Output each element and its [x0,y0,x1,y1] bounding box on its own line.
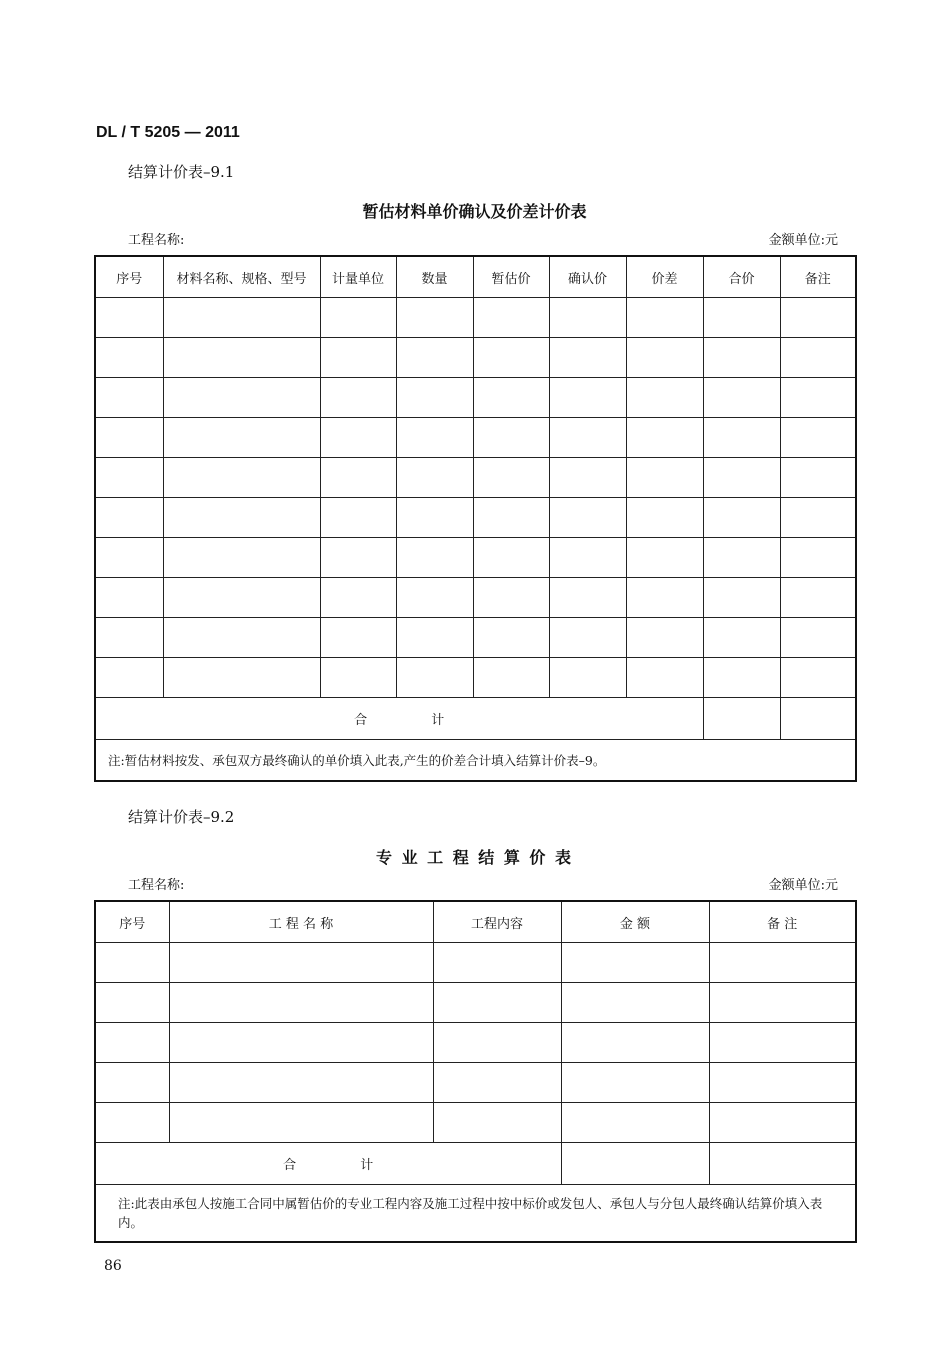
table1-row [95,298,856,338]
table1-cell[interactable] [163,618,320,658]
table2-header-cell: 序号 [95,901,169,943]
table2-total-amount[interactable] [561,1143,709,1185]
table1-cell[interactable] [626,418,703,458]
table2-note: 注:此表由承包人按施工合同中属暂估价的专业工程内容及施工过程中按中标价或发包人、承包人与分包人最终确认结算价填入表内。 [95,1185,856,1243]
table1-cell[interactable] [626,458,703,498]
table2-cell[interactable] [709,983,856,1023]
table1-cell[interactable] [396,618,473,658]
table1-cell[interactable] [95,618,163,658]
table1-cell[interactable] [95,338,163,378]
table1-cell[interactable] [95,298,163,338]
table1-cell[interactable] [703,458,780,498]
table2-cell[interactable] [561,1063,709,1103]
table1-cell[interactable] [780,298,856,338]
table1-cell[interactable] [703,338,780,378]
table1-cell[interactable] [473,458,549,498]
table2-number: 结算计价表–9.2 [128,808,235,826]
table1-cell[interactable] [473,618,549,658]
table2-total-label: 合 计 [283,1158,404,1173]
table1-cell[interactable] [626,298,703,338]
table2-total-remark[interactable] [709,1143,856,1185]
table1-row [95,458,856,498]
table2-header-cell: 工 程 名 称 [169,901,433,943]
table2-cell[interactable] [561,1023,709,1063]
table1-cell[interactable] [703,618,780,658]
table2-cell[interactable] [433,1023,561,1063]
table1-cell[interactable] [320,498,396,538]
table1-row [95,578,856,618]
table1-cell[interactable] [473,298,549,338]
table1-cell[interactable] [320,458,396,498]
table1-header-cell: 备注 [780,256,856,298]
table1-cell[interactable] [703,658,780,698]
table2-cell[interactable] [433,1063,561,1103]
table1-cell[interactable] [163,338,320,378]
table2-cell[interactable] [709,943,856,983]
table1-cell[interactable] [163,378,320,418]
table2-cell[interactable] [95,1063,169,1103]
table1-cell[interactable] [473,338,549,378]
table2-cell[interactable] [95,983,169,1023]
table1-cell[interactable] [95,418,163,458]
table1-cell[interactable] [320,618,396,658]
table2-cell[interactable] [95,943,169,983]
table1-cell[interactable] [396,418,473,458]
table1-total-label: 合 计 [354,713,475,728]
table1-cell[interactable] [780,418,856,458]
table1-cell[interactable] [163,418,320,458]
table1-cell[interactable] [626,338,703,378]
table1-cell[interactable] [396,298,473,338]
table1-cell[interactable] [549,338,626,378]
table1-cell[interactable] [703,578,780,618]
table2-cell[interactable] [561,1103,709,1143]
table1-cell[interactable] [703,378,780,418]
table1-row [95,538,856,578]
table1-cell[interactable] [549,618,626,658]
table2-cell[interactable] [169,983,433,1023]
table1-cell[interactable] [780,498,856,538]
table1-row [95,378,856,418]
table1-number: 结算计价表–9.1 [128,163,235,181]
table1-cell[interactable] [549,378,626,418]
table1-cell[interactable] [320,378,396,418]
table1 [94,255,857,782]
table2-cell[interactable] [561,943,709,983]
table2-cell[interactable] [433,983,561,1023]
table2-cell[interactable] [709,1103,856,1143]
table2 [94,900,857,1243]
table2-cell[interactable] [169,1063,433,1103]
table1-cell[interactable] [549,458,626,498]
table1-title: 暂估材料单价确认及价差计价表 [362,202,587,221]
table2-cell[interactable] [95,1023,169,1063]
table1-header-cell: 计量单位 [320,256,396,298]
table2-row [95,1103,856,1143]
table2-total-label-cell [95,1143,561,1185]
table1-total-remark[interactable] [780,698,856,740]
table1-cell[interactable] [473,658,549,698]
table1-cell[interactable] [549,578,626,618]
table1-cell[interactable] [396,498,473,538]
table2-cell[interactable] [709,1063,856,1103]
table2-cell[interactable] [561,983,709,1023]
table2-row [95,983,856,1023]
table2-cell[interactable] [433,1103,561,1143]
table1-cell[interactable] [320,418,396,458]
table1-cell[interactable] [703,538,780,578]
table2-row [95,943,856,983]
table1-header-cell: 数量 [396,256,473,298]
table1-cell[interactable] [396,658,473,698]
table1-row [95,498,856,538]
table2-project-label: 工程名称: [128,878,185,893]
table1-cell[interactable] [780,658,856,698]
table1-cell[interactable] [95,378,163,418]
table2-cell[interactable] [709,1023,856,1063]
table1-cell[interactable] [703,418,780,458]
table1-cell[interactable] [396,578,473,618]
table1-cell[interactable] [396,538,473,578]
table1-header-cell: 材料名称、规格、型号 [163,256,320,298]
table1-unit-label: 金额单位:元 [768,233,838,248]
table1-header-cell: 序号 [95,256,163,298]
table2-cell[interactable] [95,1103,169,1143]
table1-cell[interactable] [163,538,320,578]
table1-cell[interactable] [780,618,856,658]
table1-cell[interactable] [473,578,549,618]
table1-cell[interactable] [95,658,163,698]
table1-row [95,418,856,458]
table2-title: 专 业 工 程 结 算 价 表 [376,848,573,867]
table1-cell[interactable] [780,338,856,378]
table2-row [95,1023,856,1063]
table1-cell[interactable] [320,338,396,378]
table1-cell[interactable] [473,418,549,458]
table1-cell[interactable] [95,538,163,578]
table1-cell[interactable] [780,458,856,498]
table1-header-cell: 暂估价 [473,256,549,298]
table1-note: 注:暂估材料按发、承包双方最终确认的单价填入此表,产生的价差合计填入结算计价表–9。 [95,740,856,782]
table1-cell[interactable] [163,458,320,498]
table1-cell[interactable] [703,298,780,338]
table1-cell[interactable] [320,538,396,578]
table2-cell[interactable] [169,1103,433,1143]
table1-row [95,618,856,658]
table1-cell[interactable] [396,458,473,498]
table1-cell[interactable] [473,378,549,418]
table1-cell[interactable] [163,498,320,538]
table1-cell[interactable] [549,298,626,338]
table1-cell[interactable] [396,378,473,418]
standard-code: DL / T 5205 — 2011 [96,124,240,141]
table1-cell[interactable] [163,298,320,338]
table1-cell[interactable] [163,578,320,618]
table2-unit-label: 金额单位:元 [768,878,838,893]
table2-header-cell: 金 额 [561,901,709,943]
table1-row [95,338,856,378]
table1-cell[interactable] [703,498,780,538]
table1-project-label: 工程名称: [128,233,185,248]
table1-cell[interactable] [626,658,703,698]
table1-header-cell: 价差 [626,256,703,298]
table2-cell[interactable] [433,943,561,983]
table1-cell[interactable] [549,498,626,538]
table1-cell[interactable] [626,498,703,538]
table1-cell[interactable] [320,578,396,618]
table2-row [95,1063,856,1103]
table1-header-cell: 确认价 [549,256,626,298]
table1-cell[interactable] [473,498,549,538]
table1-cell[interactable] [626,378,703,418]
table1-cell[interactable] [396,338,473,378]
table1-cell[interactable] [626,618,703,658]
table1-cell[interactable] [549,538,626,578]
table1-cell[interactable] [473,538,549,578]
table1-total-amount[interactable] [703,698,780,740]
table1-cell[interactable] [549,658,626,698]
page-number: 86 [104,1258,122,1274]
table1-cell[interactable] [549,418,626,458]
table1-cell[interactable] [780,378,856,418]
table1-cell[interactable] [95,458,163,498]
table1-cell[interactable] [163,658,320,698]
table1-header-cell: 合价 [703,256,780,298]
table2-cell[interactable] [169,1023,433,1063]
table1-cell[interactable] [626,538,703,578]
table1-cell[interactable] [95,578,163,618]
table1-cell[interactable] [780,538,856,578]
table1-cell[interactable] [320,298,396,338]
table1-row [95,658,856,698]
table2-cell[interactable] [169,943,433,983]
table1-cell[interactable] [626,578,703,618]
table1-cell[interactable] [320,658,396,698]
table2-header-cell: 工程内容 [433,901,561,943]
table1-total-label-cell [95,698,703,740]
table1-cell[interactable] [95,498,163,538]
table1-cell[interactable] [780,578,856,618]
table2-header-cell: 备 注 [709,901,856,943]
